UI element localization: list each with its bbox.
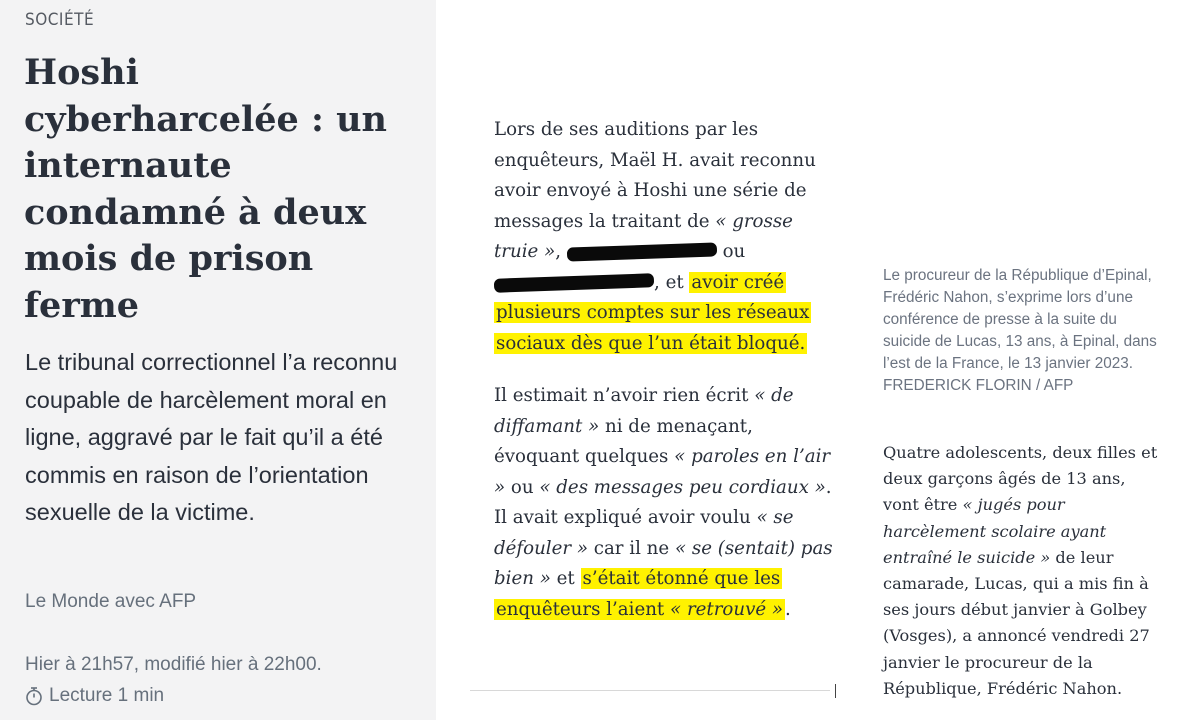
divider — [470, 690, 830, 691]
redaction-mark — [567, 242, 717, 261]
article-byline: Le Monde avec AFP — [25, 591, 197, 612]
article-lede: Le tribunal correctionnel l’a reconnu coupable de harcèlement moral en ligne, aggravé par le fait qu’il a été commis en raison de l’orientation sexuelle de la victime. — [25, 349, 398, 525]
highlighted-text: avoir créé plusieurs comptes sur les réseaux sociaux dès que l’un était bloqué. — [496, 271, 810, 354]
excerpt-paragraph-1: Lors de ses auditions par les enquêteurs, Maël H. avait reconnu avoir envoyé à Hoshi une série de messages la traitant de « grosse truie », ou , et avoir créé plusieurs comptes sur les réseaux sociaux dès que l’un était bloqué. — [494, 119, 816, 354]
photo-caption: Le procureur de la République d’Epinal, Frédéric Nahon, s’exprime lors d’une conférence de presse à la suite du suicide de Lucas, 13 ans, à Epinal, dans l’est de la France, le 13 janvier 2023. FREDERICK FLORIN / AFP — [883, 267, 1157, 394]
redaction-mark — [494, 273, 654, 293]
reading-time — [25, 685, 164, 707]
section-rubric[interactable]: SOCIÉTÉ — [25, 10, 95, 30]
related-article-text: Quatre adolescents, deux filles et deux garçons âgés de 13 ans, vont être « jugés pour harcèlement scolaire ayant entraîné le suicide » de leur camarade, Lucas, qui a mis fin à ses jours début janvier à Golbey (Vosges), a annoncé vendredi 27 janvier le procureur de la République, Frédéric Nahon. — [883, 443, 1158, 698]
excerpt-text — [494, 115, 834, 625]
article-headline: Hoshi cyberharcelée : un internaute condamné à deux mois de prison ferme — [24, 52, 387, 326]
article-header — [0, 0, 436, 720]
article-excerpt — [470, 110, 848, 700]
article-dateline: Hier à 21h57, modifié hier à 22h00. — [25, 654, 322, 675]
highlighted-text: s’était étonné que les enquêteurs l’aient « retrouvé » — [496, 568, 784, 620]
reading-time-label: Lecture 1 min — [49, 685, 165, 706]
stopwatch-icon — [25, 686, 43, 706]
excerpt-paragraph-2: Il estimait n’avoir rien écrit « de diffamant » ni de menaçant, évoquant quelques « paroles en l’air » ou « des messages peu cordiaux ». Il avait expliqué avoir voulu « se défouler » car il ne « se (sentait) pas bien » et s’était étonné que les enquêteurs l’aient « retrouvé » . — [494, 385, 833, 620]
text-cursor — [835, 684, 836, 698]
